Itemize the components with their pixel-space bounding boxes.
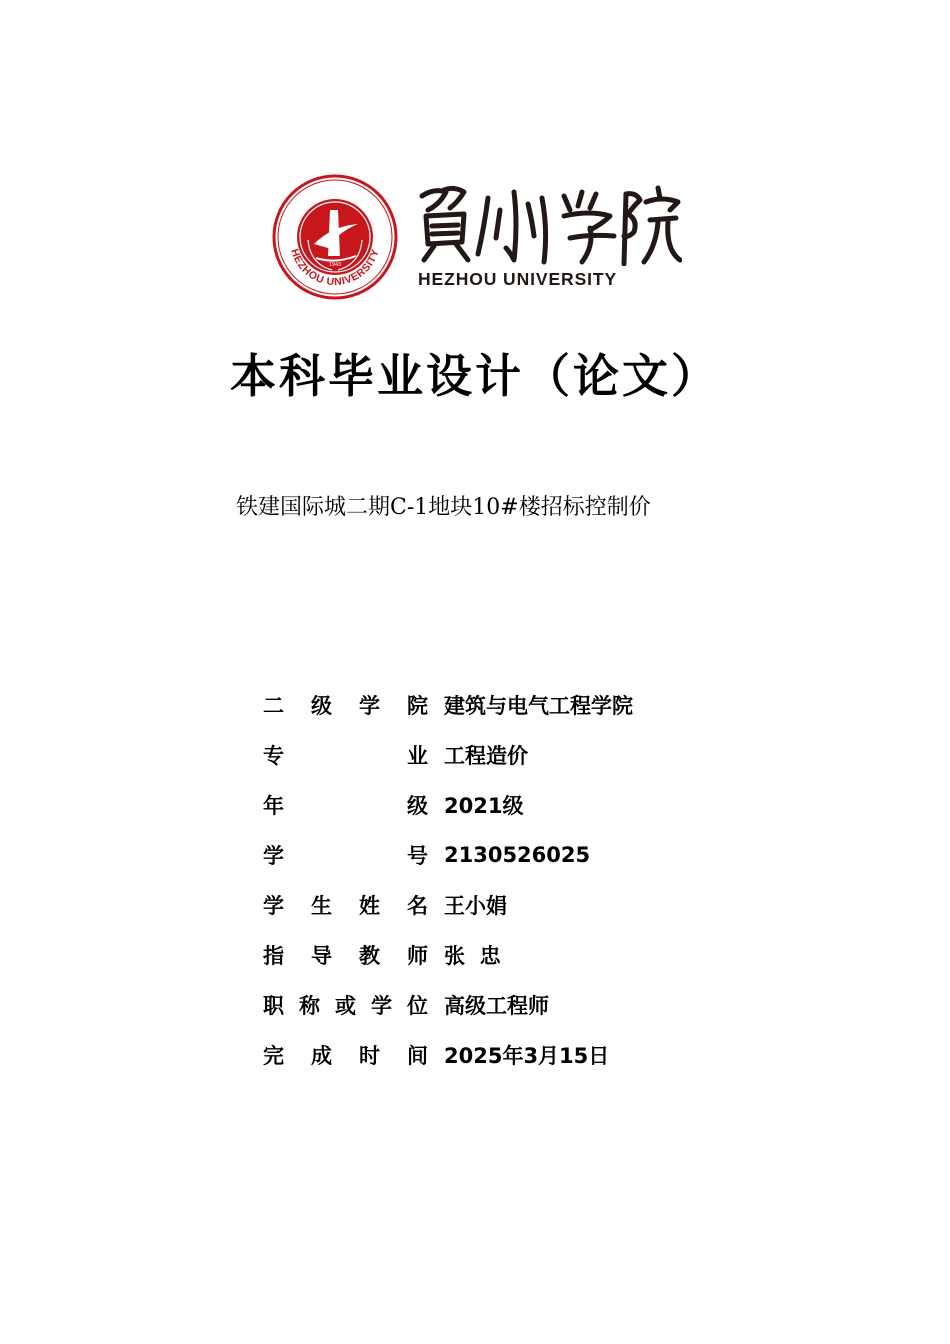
info-row-student-name [263,880,633,930]
info-label: 学 生 姓 名 [263,894,428,918]
info-label: 专 业 [263,744,428,768]
info-label: 职 称 或 学 位 [263,994,428,1018]
page-title: 本科毕业设计（论文） [230,349,720,403]
info-label: 完 成 时 间 [263,1044,428,1068]
info-row-title [263,980,633,1030]
info-row-grade [263,780,633,830]
thesis-title: 铁建国际城二期C-1地块10#楼招标控制价 [236,495,651,520]
seal-year: 1943 [328,262,342,268]
info-value-advisor: 张 忠 [444,944,501,968]
info-row-college [263,680,633,730]
info-value-grade: 2021级 [444,794,524,818]
info-value-student-id: 2130526025 [444,843,591,867]
calligraphy-logo [414,180,682,266]
info-label: 指 导 教 师 [263,944,428,968]
info-row-major [263,730,633,780]
info-value-title: 高级工程师 [444,994,549,1018]
info-row-advisor [263,930,633,980]
info-value-completion-date: 2025年3月15日 [444,1044,610,1068]
info-value-major: 工程造价 [444,744,528,768]
info-label: 年 级 [263,794,428,818]
info-value-college: 建筑与电气工程学院 [444,694,633,718]
info-row-completion-date [263,1030,633,1080]
university-logo [272,174,682,300]
university-name: HEZHOU UNIVERSITY [418,269,618,289]
seal-text: HEZHOU UNIVERSITY [288,247,382,289]
info-row-student-id [263,830,633,880]
info-label: 二 级 学 院 [263,694,428,718]
info-label: 学 号 [263,844,428,868]
info-value-student-name: 王小娟 [444,894,507,918]
university-seal-icon [272,174,398,300]
student-info [263,680,633,1080]
